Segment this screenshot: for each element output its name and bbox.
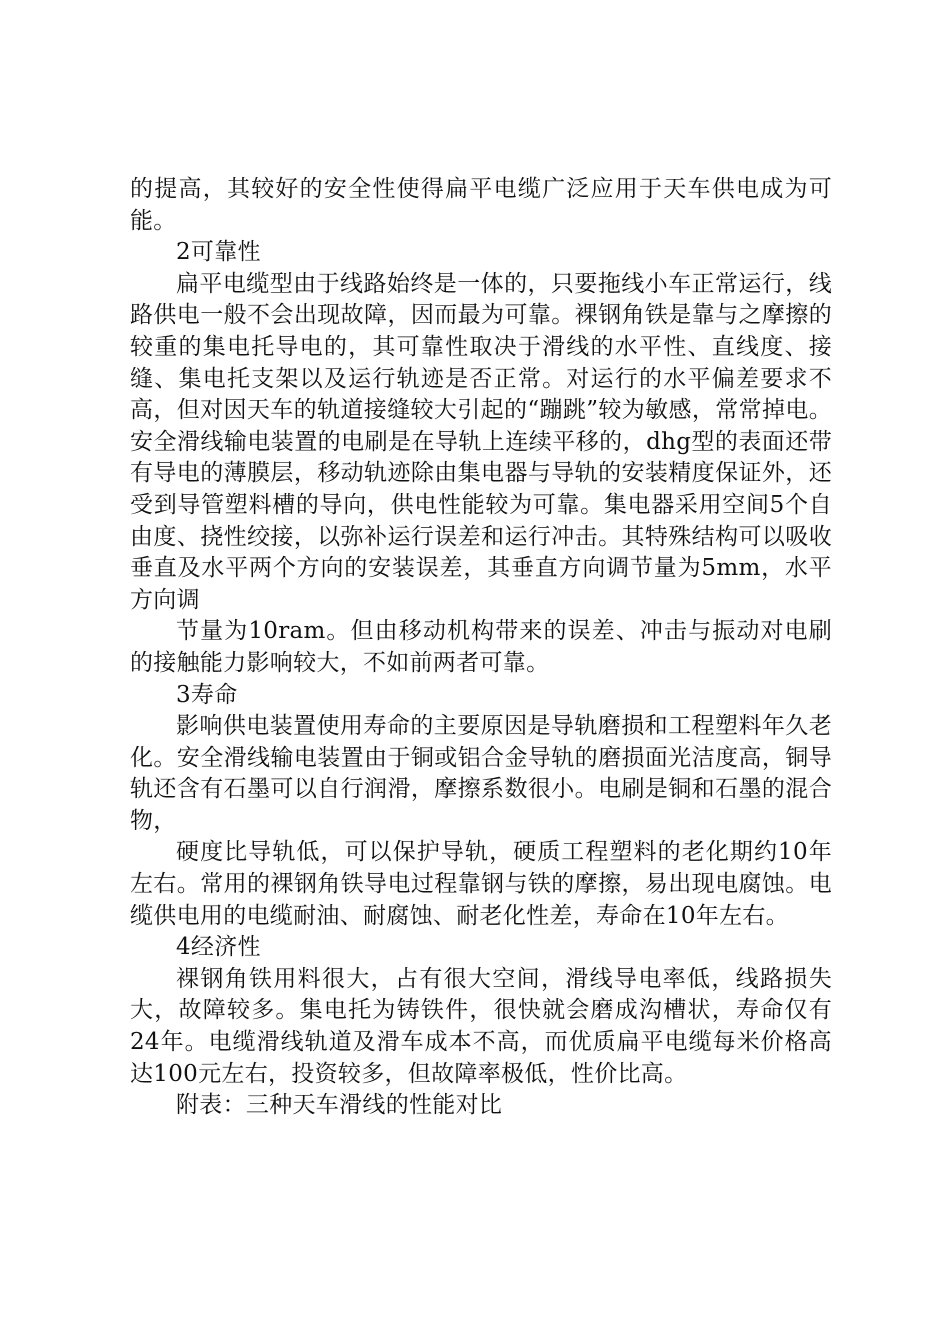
- paragraph-reliability-continued: 节量为10ram。但由移动机构带来的误差、冲击与振动对电刷的接触能力影响较大，不如前两者可靠。: [130, 618, 832, 676]
- paragraph-continuation: 的提高，其较好的安全性使得扁平电缆广泛应用于天车供电成为可能。: [130, 176, 832, 234]
- document-body: [130, 174, 832, 1122]
- section-heading-reliability: 2可靠性: [176, 239, 261, 266]
- paragraph-lifespan: 影响供电装置使用寿命的主要原因是导轨磨损和工程塑料年久老化。安全滑线输电装置由于铜或铝合金导轨的磨损面光洁度高，铜导轨还含有石墨可以自行润滑，摩擦系数很小。电刷是铜和石墨的混合物，: [130, 713, 832, 834]
- paragraph-reliability: 扁平电缆型由于线路始终是一体的，只要拖线小车正常运行，线路供电一般不会出现故障，因而最为可靠。裸钢角铁是靠与之摩擦的较重的集电托导电的，其可靠性取决于滑线的水平性、直线度、接缝、集电托支架以及运行轨迹是否正常。对运行的水平偏差要求不高，但对因天车的轨道接缝较大引起的“蹦跳”较为敏感，常常掉电。安全滑线输电装置的电刷是在导轨上连续平移的，dhg型的表面还带有导电的薄膜层，移动轨迹除由集电器与导轨的安装精度保证外，还受到导管塑料槽的导向，供电性能较为可靠。集电器采用空间5个自由度、挠性绞接，以弥补运行误差和运行冲击。其特殊结构可以吸收垂直及水平两个方向的安装误差，其垂直方向调节量为5mm，水平方向调: [130, 270, 832, 613]
- table-caption: 附表：三种天车滑线的性能对比: [176, 1092, 503, 1119]
- section-heading-lifespan: 3寿命: [176, 681, 238, 708]
- paragraph-economy: 裸钢角铁用料很大，占有很大空间，滑线导电率低，线路损失大，故障较多。集电托为铸铁件，很快就会磨成沟槽状，寿命仅有24年。电缆滑线轨道及滑车成本不高，而优质扁平电缆每米价格高达100元左右，投资较多，但故障率极低，性价比高。: [130, 965, 832, 1087]
- section-heading-economy: 4经济性: [176, 934, 261, 961]
- paragraph-lifespan-continued: 硬度比导轨低，可以保护导轨，硬质工程塑料的老化期约10年左右。常用的裸钢角铁导电过程靠钢与铁的摩擦，易出现电腐蚀。电缆供电用的电缆耐油、耐腐蚀、耐老化性差，寿命在10年左右。: [130, 839, 832, 929]
